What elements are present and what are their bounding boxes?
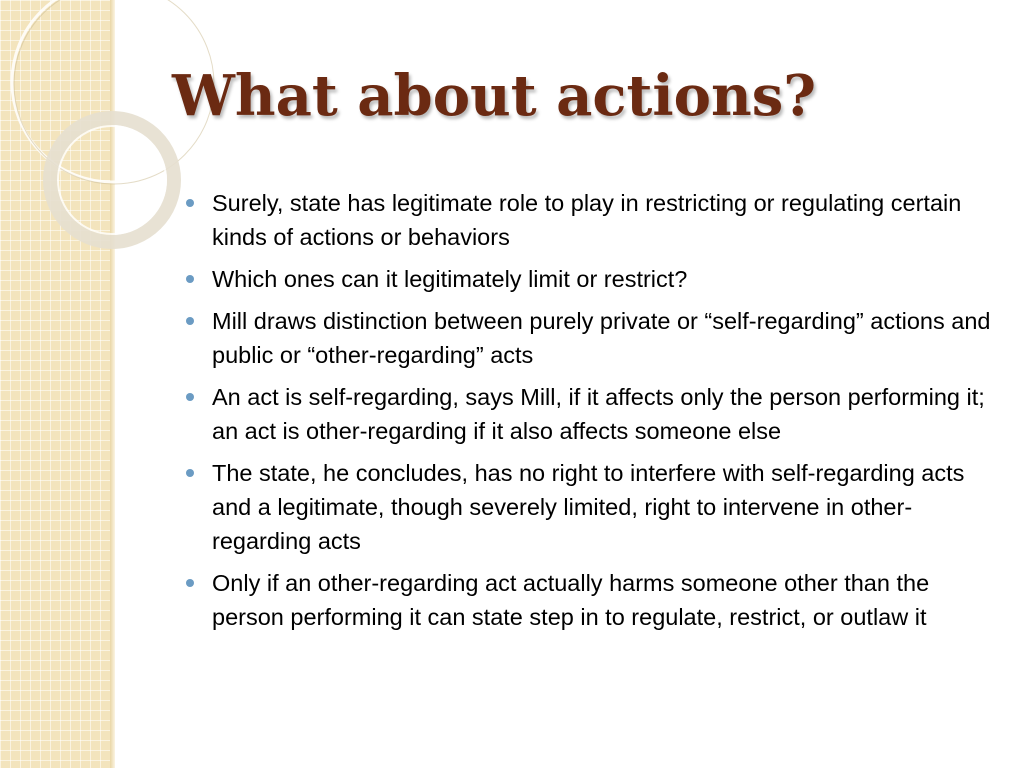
bullet-text: The state, he concludes, has no right to interfere with self-regarding acts and a legitimate, though severely limited, right to intervene in other-regarding acts: [212, 460, 965, 554]
bullet-item: [184, 262, 1004, 296]
slide-title: What about actions?: [172, 63, 817, 129]
bullet-item: [184, 186, 1004, 254]
bullet-marker-icon: [186, 469, 194, 477]
bullet-marker-icon: [186, 199, 194, 207]
bullet-text: An act is self-regarding, says Mill, if it affects only the person performing it; an act is other-regarding if it also affects someone else: [212, 384, 985, 444]
bullet-item: [184, 566, 1004, 634]
bullet-marker-icon: [186, 317, 194, 325]
bullet-marker-icon: [186, 393, 194, 401]
decorative-circle-small: [50, 118, 174, 242]
bullet-item: [184, 304, 1004, 372]
bullet-list: [184, 186, 1004, 642]
bullet-text: Which ones can it legitimately limit or restrict?: [212, 266, 688, 292]
bullet-text: Only if an other-regarding act actually harms someone other than the person performing it can state step in to regulate, restrict, or outlaw it: [212, 570, 930, 630]
bullet-item: [184, 456, 1004, 558]
bullet-text: Surely, state has legitimate role to play in restricting or regulating certain kinds of actions or behaviors: [212, 190, 962, 250]
bullet-item: [184, 380, 1004, 448]
bullet-marker-icon: [186, 579, 194, 587]
decorative-circle-small-inner: [58, 126, 166, 234]
bullet-marker-icon: [186, 275, 194, 283]
bullet-text: Mill draws distinction between purely private or “self-regarding” actions and public or “other-regarding” acts: [212, 308, 991, 368]
